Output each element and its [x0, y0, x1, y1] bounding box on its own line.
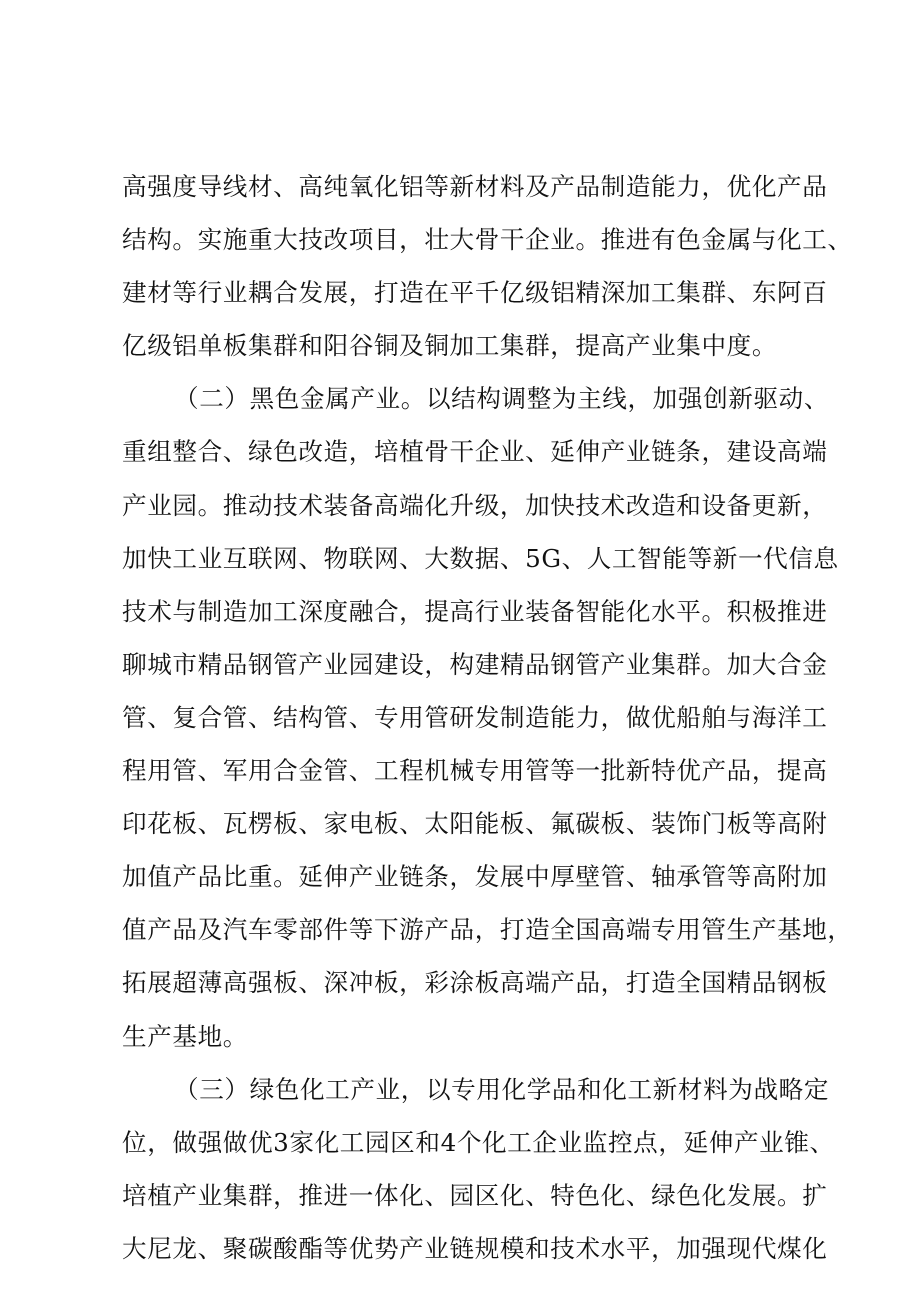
text-line: 位，做强做优3家化工园区和4个化工企业监控点，延伸产业锥、 [122, 1127, 835, 1157]
text-line: 技术与制造加工深度融合，提高行业装备智能化水平。积极推进 [122, 596, 828, 626]
text-line: 建材等行业耦合发展，打造在平千亿级铝精深加工集群、东阿百 [122, 278, 828, 308]
text-line: 拓展超薄高强板、深冲板，彩涂板高端产品，打造全国精品钢板 [122, 968, 828, 998]
text-line: 培植产业集群，推进一体化、园区化、特色化、绿色化发展。扩 [122, 1180, 828, 1210]
section-heading-line: （二）黑色金属产业。以结构调整为主线，加强创新驱动、 [174, 384, 830, 414]
text-line: 加值产品比重。延伸产业链条，发展中厚壁管、轴承管等高附加 [122, 862, 828, 892]
text-line: 加快工业互联网、物联网、大数据、5G、人工智能等新一代信息 [122, 543, 839, 573]
text-line: 亿级铝单板集群和阳谷铜及铜加工集群，提高产业集中度。 [122, 331, 778, 361]
text-line: 程用管、军用合金管、工程机械专用管等一批新特优产品，提高 [122, 756, 828, 786]
text-line: 聊城市精品钢管产业园建设，构建精品钢管产业集群。加大合金 [122, 649, 828, 679]
text-line: 大尼龙、聚碳酸酯等优势产业链规模和技术水平，加强现代煤化 [122, 1233, 828, 1263]
text-line: 结构。实施重大技改项目，壮大骨干企业。推进有色金属与化工、 [122, 225, 853, 255]
text-line: 重组整合、绿色改造，培植骨干企业、延伸产业链条，建设高端 [122, 437, 828, 467]
text-line: 印花板、瓦楞板、家电板、太阳能板、氟碳板、装饰门板等高附 [122, 809, 828, 839]
body-text [122, 160, 853, 1275]
section-heading-line: （三）绿色化工产业，以专用化学品和化工新材料为战略定 [174, 1074, 830, 1104]
text-line: 管、复合管、结构管、专用管研发制造能力，做优船舶与海洋工 [122, 702, 828, 732]
text-line: 值产品及汽车零部件等下游产品，打造全国高端专用管生产基地， [122, 915, 853, 945]
text-line: 产业园。推动技术装备高端化升级，加快技术改造和设备更新， [122, 490, 828, 520]
text-line: 生产基地。 [122, 1021, 248, 1051]
text-line: 高强度导线材、高纯氧化铝等新材料及产品制造能力，优化产品 [122, 172, 828, 201]
